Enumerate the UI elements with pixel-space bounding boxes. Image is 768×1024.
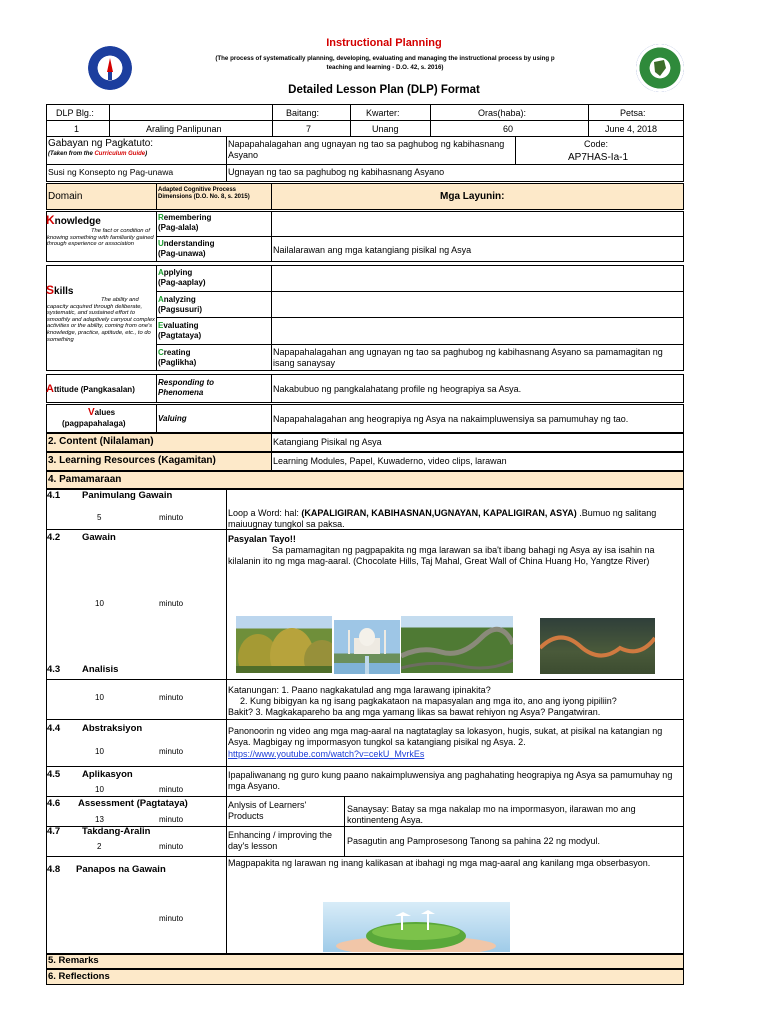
step-4-3-line2: 2. Kung bibigyan ka ng isang pagkakataon na mapasyalan ang mga ito, ano ang iyong pipiliin? — [240, 696, 617, 706]
step-4-7-name: Takdang-Aralin — [82, 826, 151, 837]
remarks-label: 5. Remarks — [48, 955, 99, 966]
pamamaraan-row — [46, 471, 684, 489]
step-4-2-unit: minuto — [159, 599, 184, 608]
step-4-8-text: Magpapakita ng larawan ng inang kalikasan at ibahagi ng mga mag-aaral ang kanilang mga obserbasyon. — [228, 858, 651, 868]
river-photo — [540, 618, 655, 674]
layunin-label: Mga Layunin: — [440, 191, 505, 202]
step-4-1-text: Loop a Word: hal: (KAPALIGIRAN, KABIHASNAN,UGNAYAN, KAPALIGIRAN, ASYA) .Bumuo ng salitang maiuugnay tungkol sa paksa. — [228, 508, 657, 529]
step-4-1-name: Panimulang Gawain — [82, 490, 173, 501]
analyzing-label: Analyzing (Pagsusuri) — [158, 295, 203, 314]
page-subtitle: (The process of systematically planning, developing, evaluating and managing the instructional process by using p teaching and learning - D.O. 42, s. 2016) — [215, 55, 555, 71]
gabayan-note: (Taken from the Curriculum Guide) — [48, 151, 148, 157]
step-4-5-text: Ipapaliwanang ng guro kung paano nakaimpluwensiya ang paghahating heograpiya ng Asya sa pamumuhay ng mga Asyano. — [228, 770, 673, 791]
step-4-2-heading: Pasyalan Tayo!! — [228, 534, 296, 544]
susi-text: Ugnayan ng tao sa paghubog ng kabihasnang Asyano — [228, 167, 445, 177]
step-4-4-unit: minuto — [159, 747, 184, 756]
step-4-6-text: Sanaysay: Batay sa mga nakalap mo na impormasyon, ilarawan mo ang kontinenteng Asya. — [347, 804, 636, 825]
step-4-3-line1: Katanungan: 1. Paano nagkakatulad ang mga larawang ipinakita? — [228, 685, 491, 695]
dlp-title: Detailed Lesson Plan (DLP) Format — [288, 84, 480, 96]
attitude-text: Nakabubuo ng pangkalahatang profile ng heograpiya sa Asya. — [273, 384, 522, 394]
susi-label: Susi ng Konsepto ng Pag-unawa — [48, 167, 174, 177]
page-title: Instructional Planning — [326, 37, 442, 49]
values-level: Valuing — [158, 414, 187, 423]
oras-value: 60 — [503, 124, 514, 134]
values-label: Values — [88, 407, 116, 418]
step-4-3-line3: Bakit? 3. Magkakapareho ba ang mga yamang likas sa bawat rehiyon ng Asya? Pangatwiran. — [228, 707, 601, 717]
attitude-level: Responding to Phenomena — [158, 378, 214, 397]
step-4-6-minutes: 13 — [95, 815, 104, 824]
step-4-6-sub: Anlysis of Learners' Products — [228, 800, 307, 821]
youtube-link[interactable]: https://www.youtube.com/watch?v=cekU_MvrkEs — [228, 749, 425, 759]
step-4-4-text: Panonoorin ng video ang mga mag-aaral na nagtataglay sa lokasyon, hugis, sukat, at pisikal na katangian ng Asya. Magbigay ng impormasyon tungkol sa katangiang pisikal ng Asya. 2. — [228, 726, 663, 747]
petsa-header: Petsa: — [620, 108, 646, 118]
step-4-3-name: Analisis — [82, 664, 119, 675]
step-4-6-unit: minuto — [159, 815, 184, 824]
step-4-2-text: Sa pamamagitan ng pagpapakita ng mga larawan sa iba't ibang bahagi ng Asya ay isa isahin na kilalanin ito ng mga mag-aaral. (Chocolate Hills, Taj Mahal, Great Wall of China Huang Ho, Yangtze River) — [228, 545, 655, 566]
taj-mahal-photo — [334, 620, 400, 674]
step-4-3-minutes: 10 — [95, 693, 104, 702]
petsa-value: June 4, 2018 — [605, 124, 658, 134]
remarks-row — [46, 954, 684, 969]
step-4-2-name: Gawain — [82, 532, 116, 543]
subject-value: Araling Panlipunan — [146, 124, 222, 134]
attitude-label: Attitude (Pangkasalan) — [46, 383, 135, 395]
step-4-5-num: 4.5 — [47, 769, 61, 780]
values-sub: (pagpapahalaga) — [62, 419, 126, 428]
step-4-6-name: Assessment (Pagtataya) — [78, 798, 188, 809]
domain-header-row — [46, 183, 684, 210]
step-4-8-name: Panapos na Gawain — [76, 864, 166, 875]
skills-label: Skills — [46, 283, 74, 297]
step-4-4-minutes: 10 — [95, 747, 104, 756]
step-4-4-num: 4.4 — [47, 723, 61, 734]
understanding-text: Nailalarawan ang mga katangiang pisikal ng Asya — [273, 245, 472, 255]
resources-label: 3. Learning Resources (Kagamitan) — [48, 455, 216, 466]
step-4-1-num: 4.1 — [47, 490, 61, 501]
earth-in-hand-photo — [323, 902, 510, 952]
step-4-5-minutes: 10 — [95, 785, 104, 794]
knowledge-label: Knowledge — [46, 213, 101, 227]
baitang-value: 7 — [306, 124, 312, 134]
reflections-row — [46, 969, 684, 985]
step-4-1-unit: minuto — [159, 513, 184, 522]
step-4-7-unit: minuto — [159, 842, 184, 851]
values-text: Napapahalagahan ang heograpiya ng Asya na nakaimpluwensiya sa pamumuhay ng tao. — [273, 414, 629, 424]
gabayan-text: Napapahalagahan ang ugnayan ng tao sa paghubog ng kabihasnang Asyano — [228, 139, 505, 160]
step-4-2-num: 4.2 — [47, 532, 61, 543]
gabayan-label: Gabayan ng Pagkatuto: — [48, 138, 154, 149]
pamamaraan-label: 4. Pamamaraan — [48, 474, 122, 485]
content-text: Katangiang Pisikal ng Asya — [273, 437, 382, 447]
understanding-label: Understanding (Pag-unawa) — [158, 239, 215, 258]
step-4-6-num: 4.6 — [47, 798, 61, 809]
applying-label: Applying (Pag-aaplay) — [158, 268, 206, 287]
dimensions-label: Adapted Cognitive Process Dimensions (D.O. No. 8, s. 2015) — [158, 187, 250, 200]
baitang-header: Baitang: — [286, 108, 320, 118]
step-4-1-minutes: 5 — [97, 513, 102, 522]
creating-label: Creating (Paglikha) — [158, 348, 197, 367]
dlp-blg-header: DLP Blg.: — [56, 108, 94, 118]
step-4-7-minutes: 2 — [97, 842, 102, 851]
code-label: Code: — [584, 139, 609, 149]
step-4-2-minutes: 10 — [95, 599, 104, 608]
step-4-8-unit: minuto — [159, 914, 184, 923]
remembering-label: Remembering (Pag-alala) — [158, 213, 212, 232]
skills-desc: The ability and capacity acquired through deliberate, systematic, and sustained effort to smoothly and adaptively carryout complex activities or the ability, coming from one's knowledge, practice, aptitude, etc., to do something — [47, 297, 155, 343]
reflections-label: 6. Reflections — [48, 971, 110, 982]
step-4-4-name: Abstraksiyon — [82, 723, 143, 734]
oras-header: Oras(haba): — [478, 108, 527, 118]
step-4-7-num: 4.7 — [47, 826, 61, 837]
step-4-5-unit: minuto — [159, 785, 184, 794]
step-4-7-sub: Enhancing / improving the day's lesson — [228, 830, 333, 851]
great-wall-photo — [401, 616, 513, 673]
resources-text: Learning Modules, Papel, Kuwaderno, video clips, larawan — [273, 456, 507, 466]
domain-label: Domain — [48, 191, 83, 202]
chocolate-hills-photo — [236, 616, 332, 673]
dlp-blg-value: 1 — [74, 124, 80, 134]
step-4-3-num: 4.3 — [47, 664, 61, 675]
kwarter-header: Kwarter: — [366, 108, 400, 118]
knowledge-desc: The fact or condition of knowing something with familiarity gained through experience or association — [47, 228, 154, 248]
step-4-8-num: 4.8 — [47, 864, 61, 875]
kwarter-value: Unang — [372, 124, 399, 134]
step-4-7-text: Pasagutin ang Pamprosesong Tanong sa pahina 22 ng modyul. — [347, 836, 601, 846]
creating-text: Napapahalagahan ang ugnayan ng tao sa paghubog ng kabihasnang Asyano sa pamamagitan ng isang sanaysay — [273, 347, 663, 368]
evaluating-label: Evaluating (Pagtataya) — [158, 321, 202, 340]
step-4-5-name: Aplikasyon — [82, 769, 133, 780]
code-value: AP7HAS-Ia-1 — [568, 152, 629, 163]
step-4-3-unit: minuto — [159, 693, 184, 702]
content-label: 2. Content (Nilalaman) — [48, 436, 154, 447]
